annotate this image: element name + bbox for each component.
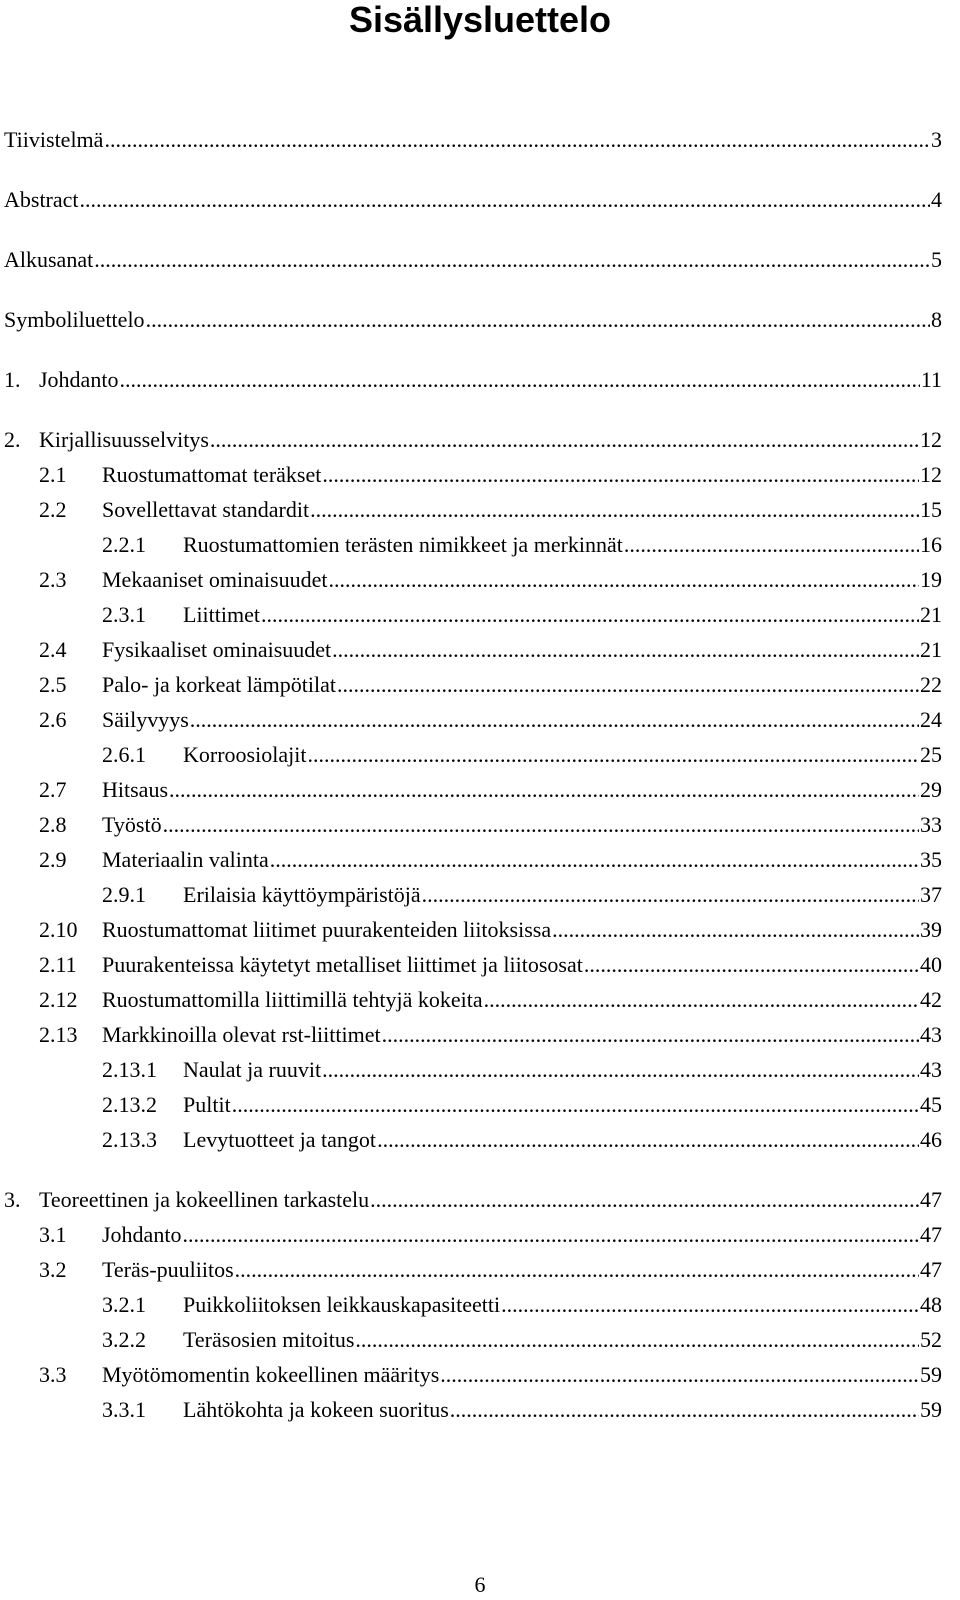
toc-dot-leader — [322, 460, 919, 490]
toc-dot-leader — [501, 1290, 919, 1320]
toc-entry-number: 3.3.1 — [102, 1397, 146, 1422]
toc-dot-leader — [377, 1125, 919, 1155]
toc-entry-page: 40 — [920, 952, 942, 977]
toc-entry[interactable] — [39, 775, 942, 805]
toc-entry-title: Erilaisia käyttöympäristöjä — [183, 882, 421, 907]
toc-entry-title: Kirjallisuusselvitys — [39, 427, 209, 452]
toc-entry[interactable] — [39, 950, 942, 980]
toc-entry-number: 2.13.1 — [102, 1057, 157, 1082]
toc-entry-title: Myötömomentin kokeellinen määritys — [102, 1362, 440, 1387]
toc-entry-page: 19 — [920, 567, 942, 592]
toc-entry-title: Teoreettinen ja kokeellinen tarkastelu — [39, 1187, 370, 1212]
toc-entry[interactable] — [102, 880, 942, 910]
toc-entry-number: 2.4 — [39, 637, 67, 662]
toc-entry-title: Mekaaniset ominaisuudet — [102, 567, 328, 592]
toc-entry[interactable] — [39, 915, 942, 945]
toc-entry[interactable] — [39, 1220, 942, 1250]
toc-entry-number: 2.6 — [39, 707, 67, 732]
toc-dot-leader — [440, 1360, 919, 1390]
toc-entry[interactable] — [39, 1255, 942, 1285]
toc-entry-title: Symboliluettelo — [4, 307, 145, 332]
toc-entry[interactable] — [39, 565, 942, 595]
toc-entry-page: 22 — [920, 672, 942, 697]
toc-entry-title: Naulat ja ruuvit — [183, 1057, 322, 1082]
toc-entry[interactable] — [4, 1185, 942, 1215]
toc-entry-page: 24 — [920, 707, 942, 732]
toc-entry[interactable] — [39, 1020, 942, 1050]
toc-dot-leader — [322, 1055, 919, 1085]
toc-entry-page: 25 — [920, 742, 942, 767]
toc-entry-page: 59 — [920, 1362, 942, 1387]
toc-entry-page: 29 — [920, 777, 942, 802]
toc-dot-leader — [146, 305, 930, 335]
toc-entry-page: 52 — [920, 1327, 942, 1352]
toc-entry-page: 43 — [920, 1022, 942, 1047]
toc-entry-title: Fysikaaliset ominaisuudet — [102, 637, 332, 662]
toc-entry-page: 59 — [920, 1397, 942, 1422]
toc-entry[interactable] — [39, 495, 942, 525]
toc-dot-leader — [190, 705, 919, 735]
toc-entry-number: 2.9.1 — [102, 882, 146, 907]
toc-entry-page: 47 — [920, 1187, 942, 1212]
toc-entry-title: Puurakenteissa käytetyt metalliset liittimet ja liitososat — [102, 952, 583, 977]
toc-entry[interactable] — [39, 845, 942, 875]
toc-entry-title: Liittimet — [183, 602, 260, 627]
toc-dot-leader — [94, 245, 930, 275]
toc-entry-page: 12 — [920, 462, 942, 487]
toc-entry[interactable] — [102, 1125, 942, 1155]
toc-entry-page: 48 — [920, 1292, 942, 1317]
toc-entry[interactable] — [39, 670, 942, 700]
toc-entry-page: 47 — [920, 1257, 942, 1282]
toc-dot-leader — [104, 125, 930, 155]
toc-entry-number: 2.2.1 — [102, 532, 146, 557]
toc-entry-title: Teräs-puuliitos — [102, 1257, 234, 1282]
toc-entry-title: Puikkoliitoksen leikkauskapasiteetti — [183, 1292, 501, 1317]
toc-dot-leader — [450, 1395, 919, 1425]
page-number: 6 — [474, 1572, 486, 1597]
toc-dot-leader — [232, 1090, 919, 1120]
toc-entry-title: Pultit — [183, 1092, 231, 1117]
toc-entry-title: Säilyvyys — [102, 707, 189, 732]
toc-entry-number: 2.3 — [39, 567, 67, 592]
toc-entry-number: 3.2.1 — [102, 1292, 146, 1317]
toc-entry-number: 2.11 — [39, 952, 77, 977]
toc-entry-number: 2. — [4, 427, 21, 452]
toc-entry-number: 2.12 — [39, 987, 78, 1012]
toc-entry-title: Sovellettavat standardit — [102, 497, 310, 522]
toc-entry[interactable] — [39, 810, 942, 840]
toc-entry-number: 2.7 — [39, 777, 67, 802]
toc-dot-leader — [210, 425, 919, 455]
toc-entry-page: 39 — [920, 917, 942, 942]
toc-entry-page: 15 — [920, 497, 942, 522]
toc-dot-leader — [370, 1185, 919, 1215]
toc-entry[interactable] — [4, 185, 942, 215]
toc-entry-number: 1. — [4, 367, 21, 392]
toc-dot-leader — [310, 495, 919, 525]
toc-entry-number: 2.3.1 — [102, 602, 146, 627]
toc-entry-number: 2.8 — [39, 812, 67, 837]
toc-entry-page: 45 — [920, 1092, 942, 1117]
toc-entry[interactable] — [102, 530, 942, 560]
page-title: Sisällysluettelo — [348, 0, 612, 40]
toc-dot-leader — [169, 775, 919, 805]
toc-dot-leader — [307, 740, 919, 770]
toc-entry-title: Levytuotteet ja tangot — [183, 1127, 377, 1152]
toc-entry-title: Ruostumattomat teräkset — [102, 462, 322, 487]
toc-entry[interactable] — [102, 1395, 942, 1425]
toc-dot-leader — [337, 670, 919, 700]
toc-entry[interactable] — [102, 1055, 942, 1085]
toc-entry-title: Ruostumattomien terästen nimikkeet ja merkinnät — [183, 532, 623, 557]
toc-entry-title: Työstö — [102, 812, 162, 837]
toc-dot-leader — [261, 600, 919, 630]
toc-entry-number: 2.5 — [39, 672, 67, 697]
toc-dot-leader — [484, 985, 919, 1015]
toc-dot-leader — [163, 810, 919, 840]
toc-dot-leader — [182, 1220, 919, 1250]
toc-entry[interactable] — [39, 635, 942, 665]
toc-entry-page: 33 — [920, 812, 942, 837]
toc-dot-leader — [80, 185, 930, 215]
toc-entry-title: Teräsosien mitoitus — [183, 1327, 355, 1352]
toc-entry-page: 46 — [920, 1127, 942, 1152]
toc-entry[interactable] — [4, 305, 942, 335]
toc-entry-title: Hitsaus — [102, 777, 168, 802]
toc-entry[interactable] — [4, 425, 942, 455]
toc-entry-page: 16 — [920, 532, 942, 557]
toc-dot-leader — [552, 915, 919, 945]
toc-dot-leader — [382, 1020, 919, 1050]
toc-entry[interactable] — [39, 1360, 942, 1390]
toc-entry-page: 35 — [920, 847, 942, 872]
toc-entry[interactable] — [102, 1325, 942, 1355]
toc-entry-page: 12 — [920, 427, 942, 452]
toc-entry[interactable] — [39, 460, 942, 490]
toc-entry-number: 2.1 — [39, 462, 67, 487]
toc-entry[interactable] — [102, 1290, 942, 1320]
toc-entry-number: 2.10 — [39, 917, 78, 942]
toc-entry-page: 11 — [920, 367, 942, 392]
toc-entry[interactable] — [4, 365, 942, 395]
toc-entry-page: 42 — [920, 987, 942, 1012]
toc-entry[interactable] — [102, 600, 942, 630]
toc-entry-title: Korroosiolajit — [183, 742, 307, 767]
toc-entry-page: 43 — [920, 1057, 942, 1082]
toc-entry-number: 3.1 — [39, 1222, 67, 1247]
toc-entry-title: Alkusanat — [4, 247, 94, 272]
toc-dot-leader — [422, 880, 919, 910]
toc-entry-page: 5 — [931, 247, 942, 272]
toc-entry[interactable] — [4, 125, 942, 155]
toc-entry-title: Ruostumattomilla liittimillä tehtyjä kokeita — [102, 987, 483, 1012]
toc-dot-leader — [270, 845, 919, 875]
toc-entry-page: 47 — [920, 1222, 942, 1247]
toc-dot-leader — [119, 365, 919, 395]
toc-entry[interactable] — [39, 985, 942, 1015]
toc-dot-leader — [235, 1255, 919, 1285]
toc-dot-leader — [332, 635, 919, 665]
toc-entry-title: Markkinoilla olevat rst-liittimet — [102, 1022, 381, 1047]
toc-entry-number: 2.6.1 — [102, 742, 146, 767]
toc-entry-page: 3 — [931, 127, 942, 152]
toc-entry-page: 21 — [920, 602, 942, 627]
toc-dot-leader — [624, 530, 919, 560]
toc-dot-leader — [328, 565, 919, 595]
toc-entry-page: 8 — [931, 307, 942, 332]
toc-entry-number: 3.2.2 — [102, 1327, 146, 1352]
toc-entry-title: Lähtökohta ja kokeen suoritus — [183, 1397, 449, 1422]
toc-entry-title: Johdanto — [102, 1222, 182, 1247]
toc-entry-number: 2.13.2 — [102, 1092, 157, 1117]
toc-entry[interactable] — [102, 1090, 942, 1120]
toc-entry-title: Materiaalin valinta — [102, 847, 269, 872]
toc-entry-number: 3. — [4, 1187, 21, 1212]
toc-entry-number: 3.2 — [39, 1257, 67, 1282]
toc-entry-title: Johdanto — [39, 367, 119, 392]
toc-entry-title: Ruostumattomat liitimet puurakenteiden liitoksissa — [102, 917, 552, 942]
toc-entry-number: 3.3 — [39, 1362, 67, 1387]
toc-entry-title: Palo- ja korkeat lämpötilat — [102, 672, 336, 697]
toc-entry-page: 4 — [931, 187, 942, 212]
toc-entry-number: 2.13.3 — [102, 1127, 157, 1152]
toc-entry-page: 37 — [920, 882, 942, 907]
toc-entry[interactable] — [102, 740, 942, 770]
toc-entry-title: Tiivistelmä — [4, 127, 104, 152]
toc-entry-number: 2.2 — [39, 497, 67, 522]
toc-entry[interactable] — [4, 245, 942, 275]
toc-dot-leader — [584, 950, 919, 980]
toc-dot-leader — [355, 1325, 919, 1355]
toc-entry-page: 21 — [920, 637, 942, 662]
toc-entry-title: Abstract — [4, 187, 79, 212]
toc-entry[interactable] — [39, 705, 942, 735]
toc-entry-number: 2.13 — [39, 1022, 78, 1047]
toc-entry-number: 2.9 — [39, 847, 67, 872]
